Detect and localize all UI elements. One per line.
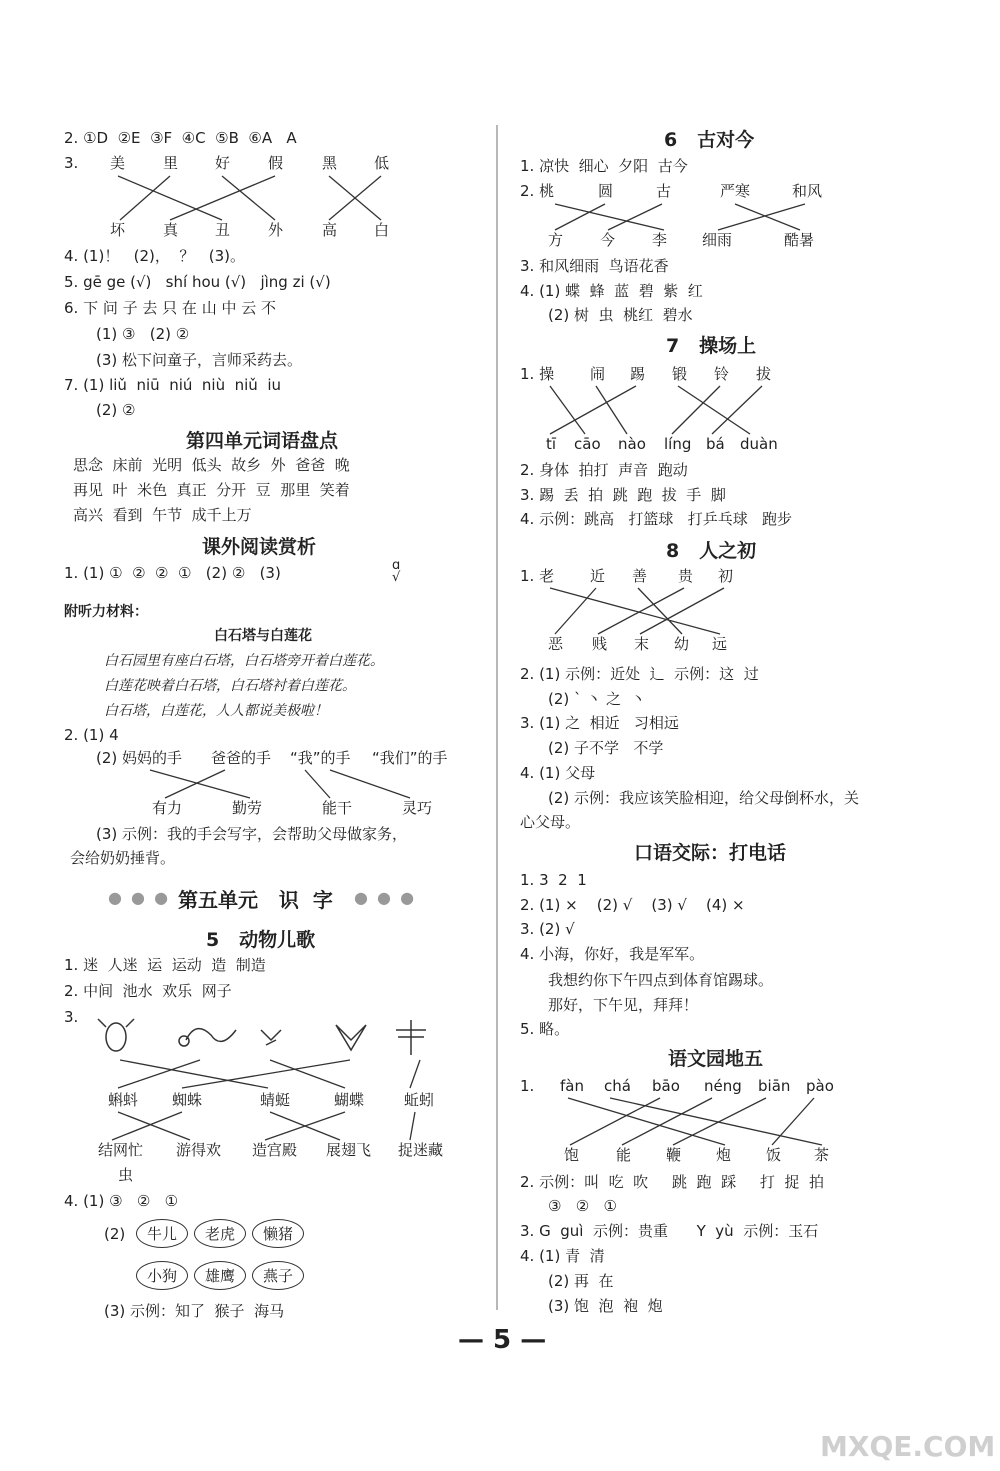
lesson8-char-bottom: 恶 <box>548 635 564 653</box>
heading-unit4-vocab: 第四单元词语盘点 <box>186 430 339 452</box>
word-bottom: 高 <box>322 221 338 239</box>
circled-word: 懒猪 <box>252 1219 304 1248</box>
hand-top: 爸爸的手 <box>211 749 272 767</box>
answer-3-label: 3. <box>64 154 79 172</box>
circled-word: 老虎 <box>194 1219 246 1248</box>
reading-answer-2-3: (3) 示例：我的手会写字，会帮助父母做家务， <box>96 825 408 843</box>
answer-extra: 虫 <box>118 1166 134 1184</box>
lesson7-char-top: 拔 <box>756 365 772 383</box>
lesson5-answer-4-2: (2) <box>104 1225 126 1243</box>
word-bottom: 白 <box>374 221 390 239</box>
lesson8-char-bottom: 远 <box>712 635 728 653</box>
circled-word: 小狗 <box>136 1261 188 1290</box>
animal-phrase: 游得欢 <box>176 1141 222 1159</box>
garden-answer-2-order: ③ ② ① <box>548 1197 617 1215</box>
lesson6-word-bottom: 酷暑 <box>784 231 815 249</box>
hand-bottom: 灵巧 <box>402 799 433 817</box>
lesson6-word-top: 严寒 <box>720 182 751 200</box>
circled-word: 牛儿 <box>136 1219 188 1248</box>
heading-lesson6: 6 古对今 <box>664 129 755 151</box>
oral-answer-4-line: 我想约你下午四点到体育馆踢球。 <box>548 971 774 989</box>
hand-bottom: 有力 <box>152 799 183 817</box>
lesson5-answer-4: 4. (1) ③ ② ① <box>64 1192 179 1210</box>
lesson7-answer-4: 4. 示例：跳高 打篮球 打乒乓球 跑步 <box>520 510 792 528</box>
heading-lesson8: 8 人之初 <box>666 540 757 562</box>
vocab-line: 再见 叶 米色 真正 分开 豆 那里 笑着 <box>73 481 350 499</box>
answer-6-3: (3) 松下问童子，言师采药去。 <box>96 351 303 369</box>
animal-phrase: 捉迷藏 <box>398 1141 444 1159</box>
oral-answer-5: 5. 略。 <box>520 1020 570 1038</box>
lesson8-char-bottom: 末 <box>634 635 650 653</box>
lesson5-answer-2: 2. 中间 池水 欢乐 网子 <box>64 982 232 1000</box>
reading-answer-2: 2. (1) 4 <box>64 726 119 744</box>
lesson8-answer-4: 4. (1) 父母 <box>520 764 596 782</box>
hand-top: (2) 妈妈的手 <box>96 749 183 767</box>
answer-4: 4. (1)！ (2)， ？ (3)。 <box>64 247 245 265</box>
garden-pinyin: bāo <box>652 1077 680 1095</box>
poem-line: 白石园里有座白石塔，白石塔旁开着白莲花。 <box>104 653 384 669</box>
hand-top: “我”的手 <box>290 749 351 767</box>
lesson7-answer-2: 2. 身体 拍打 声音 跑动 <box>520 461 688 479</box>
animal-name: 蝌蚪 <box>108 1091 139 1109</box>
garden-answer-4-3: (3) 饱 泡 袍 炮 <box>548 1297 663 1315</box>
circled-word: 燕子 <box>252 1261 304 1290</box>
lesson6-word-bottom: 细雨 <box>702 231 733 249</box>
garden-char: 炮 <box>716 1146 732 1164</box>
lesson8-answer-3: 3. (1) 之 相近 习相远 <box>520 714 679 732</box>
garden-pinyin: néng <box>704 1077 742 1095</box>
garden-answer-4-2: (2) 再 在 <box>548 1272 614 1290</box>
hand-bottom: 勤劳 <box>232 799 263 817</box>
lesson7-char-top: 锻 <box>672 365 688 383</box>
garden-char: 能 <box>616 1146 632 1164</box>
animal-name: 蜘蛛 <box>172 1091 203 1109</box>
heading-unit5: 第五单元 识 字 <box>178 888 333 912</box>
lesson7-char-top: 铃 <box>714 365 730 383</box>
lesson6-answer-4-2: (2) 树 虫 桃红 碧水 <box>548 306 693 324</box>
answer-6-1: (1) ③ (2) ② <box>96 325 190 343</box>
answer-2-matching: 2. ①D ②E ③F ④C ⑤B ⑥A A <box>64 129 297 147</box>
word-top: 里 <box>163 154 179 172</box>
lesson7-answer-3: 3. 踢 丢 拍 跳 跑 拔 手 脚 <box>520 486 726 504</box>
garden-answer-1: 1. <box>520 1077 535 1095</box>
oral-answer-4: 4. 小海，你好，我是军军。 <box>520 945 705 963</box>
heading-dots: ● ● ● <box>108 888 171 907</box>
lesson5-answer-4-3: (3) 示例：知了 猴子 海马 <box>104 1302 285 1320</box>
heading-reading: 课外阅读赏析 <box>202 536 317 558</box>
lesson8-char-top: 1. 老 <box>520 567 555 585</box>
animal-phrase: 结网忙 <box>98 1141 144 1159</box>
lesson6-word-bottom: 方 <box>548 231 564 249</box>
garden-pinyin: pào <box>806 1077 834 1095</box>
lesson8-char-top: 近 <box>590 567 606 585</box>
lesson8-answer-2: 2. (1) 示例：近处 辶 示例：这 过 <box>520 665 759 683</box>
lesson7-pinyin: cāo <box>574 435 601 453</box>
lesson7-pinyin: nào <box>618 435 646 453</box>
lesson6-answer-1: 1. 凉快 细心 夕阳 古今 <box>520 157 688 175</box>
lesson6-word-top: 2. 桃 <box>520 182 555 200</box>
word-top: 黑 <box>322 154 338 172</box>
poem-line: 白莲花映着白石塔，白石塔衬着白莲花。 <box>104 678 356 694</box>
word-top: 低 <box>374 154 390 172</box>
garden-char: 饱 <box>564 1146 580 1164</box>
word-bottom: 外 <box>268 221 284 239</box>
attached-material-label: 附听力材料： <box>64 604 148 620</box>
answer-7: 7. (1) liǔ niū niú niù niǔ iu <box>64 376 282 394</box>
garden-answer-2: 2. 示例：叫 吃 吹 跳 跑 踩 打 捉 拍 <box>520 1173 824 1191</box>
lesson7-pinyin: duàn <box>740 435 778 453</box>
answer-7-2: (2) ② <box>96 401 136 419</box>
reading-answer-1-mark: ɑ √ <box>392 558 401 585</box>
watermark: MXQE.COM <box>820 1430 996 1463</box>
lesson7-pinyin: líng <box>664 435 692 453</box>
page-number: — 5 — <box>458 1325 547 1355</box>
answer-5: 5. gē ge (√) shí hou (√) jìng zi (√) <box>64 273 331 291</box>
lesson8-char-top: 善 <box>632 567 648 585</box>
column-divider <box>496 125 498 1310</box>
lesson8-char-top: 初 <box>718 567 734 585</box>
lesson5-answer-3: 3. <box>64 1008 79 1026</box>
hand-bottom: 能干 <box>322 799 353 817</box>
lesson8-answer-4-cont: 心父母。 <box>520 813 581 831</box>
word-top: 假 <box>268 154 284 172</box>
animal-phrase: 展翅飞 <box>326 1141 372 1159</box>
lesson8-answer-4-2: (2) 示例：我应该笑脸相迎，给父母倒杯水，关 <box>548 789 860 807</box>
garden-char: 茶 <box>814 1146 830 1164</box>
word-top: 好 <box>215 154 231 172</box>
lesson7-pinyin: tī <box>546 435 557 453</box>
hand-top: “我们”的手 <box>372 749 448 767</box>
word-bottom: 坏 <box>110 221 126 239</box>
vocab-line: 思念 床前 光明 低头 故乡 外 爸爸 晚 <box>73 456 350 474</box>
heading-oral: 口语交际：打电话 <box>634 842 787 864</box>
lesson7-char-top: 踢 <box>630 365 646 383</box>
garden-answer-4: 4. (1) 青 清 <box>520 1247 605 1265</box>
lesson6-answer-4: 4. (1) 蝶 蜂 蓝 碧 紫 红 <box>520 282 703 300</box>
poem-line: 白石塔，白莲花，人人都说美极啦！ <box>104 703 328 719</box>
lesson7-char-top: 1. 操 <box>520 365 555 383</box>
lesson8-char-top: 贵 <box>678 567 694 585</box>
heading-garden5: 语文园地五 <box>668 1048 764 1070</box>
animal-name: 蜻蜓 <box>260 1091 291 1109</box>
vocab-line: 高兴 看到 午节 成千上万 <box>73 506 252 524</box>
lesson8-answer-3-2: (2) 子不学 不学 <box>548 739 664 757</box>
garden-pinyin: biān <box>758 1077 791 1095</box>
word-top: 美 <box>110 154 126 172</box>
lesson7-pinyin: bá <box>706 435 725 453</box>
heading-lesson5: 5 动物儿歌 <box>206 929 316 951</box>
lesson5-answer-1: 1. 迷 人迷 运 运动 造 制造 <box>64 956 266 974</box>
garden-answer-3: 3. G guì 示例：贵重 Y yù 示例：玉石 <box>520 1222 819 1240</box>
animal-phrase: 造宫殿 <box>252 1141 298 1159</box>
lesson8-answer-2-2: (2) ˋ 丶 之 丶 <box>548 690 646 708</box>
lesson6-word-top: 古 <box>656 182 672 200</box>
answer-6: 6. 下 问 子 去 只 在 山 中 云 不 <box>64 299 276 317</box>
animal-name: 蚯蚓 <box>404 1091 435 1109</box>
lesson6-word-top: 和风 <box>792 182 823 200</box>
lesson6-answer-3: 3. 和风细雨 鸟语花香 <box>520 257 669 275</box>
poem-title: 白石塔与白莲花 <box>214 628 312 644</box>
word-bottom: 丑 <box>215 221 231 239</box>
insect-illustrations <box>96 1015 436 1060</box>
oral-answer-2: 2. (1) × (2) √ (3) √ (4) × <box>520 896 745 914</box>
word-bottom: 真 <box>163 221 179 239</box>
garden-pinyin: fàn <box>560 1077 584 1095</box>
reading-answer-1: 1. (1) ① ② ② ① (2) ② (3) <box>64 564 281 582</box>
lesson8-char-bottom: 幼 <box>674 635 690 653</box>
garden-char: 鞭 <box>666 1146 682 1164</box>
lesson6-word-top: 圆 <box>598 182 614 200</box>
heading-lesson7: 7 操场上 <box>666 335 757 357</box>
heading-dots: ● ● ● <box>354 888 417 907</box>
reading-answer-2-3-cont: 会给奶奶捶背。 <box>70 849 176 867</box>
lesson6-word-bottom: 今 <box>600 231 616 249</box>
lesson8-char-bottom: 贱 <box>592 635 608 653</box>
lesson7-char-top: 闹 <box>590 365 606 383</box>
oral-answer-4-line: 那好，下午见，拜拜！ <box>548 996 699 1014</box>
garden-pinyin: chá <box>604 1077 631 1095</box>
lesson6-word-bottom: 李 <box>652 231 668 249</box>
circled-word: 雄鹰 <box>194 1261 246 1290</box>
oral-answer-1: 1. 3 2 1 <box>520 871 587 889</box>
garden-char: 饭 <box>766 1146 782 1164</box>
oral-answer-3: 3. (2) √ <box>520 920 575 938</box>
animal-name: 蝴蝶 <box>334 1091 365 1109</box>
